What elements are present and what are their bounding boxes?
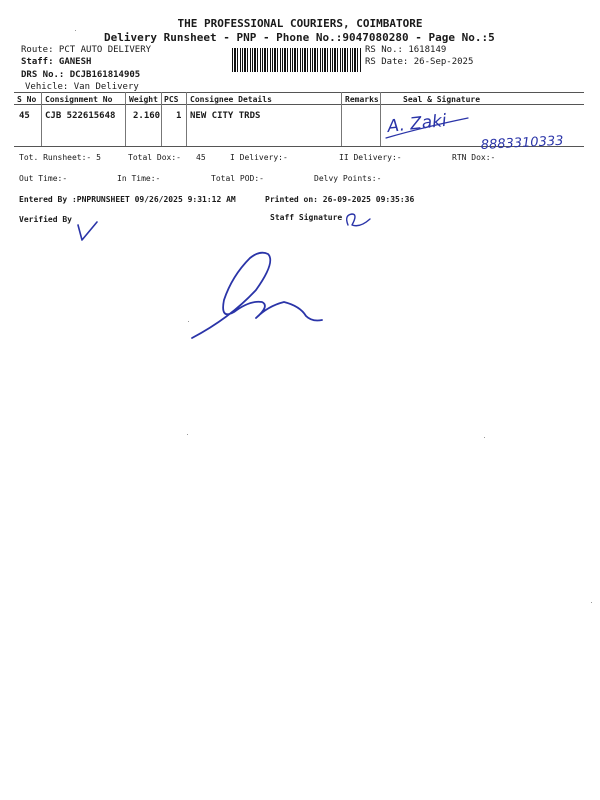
verified-by: Verified By (19, 215, 72, 224)
cell-weight: 2.160 (133, 111, 161, 121)
printed-on: Printed on: 26-09-2025 09:35:36 (265, 195, 415, 204)
scan-speck (591, 602, 592, 603)
ii-delivery: II Delivery:- (339, 153, 402, 162)
total-dox-label: Total Dox:- (128, 153, 181, 162)
scan-speck (484, 437, 485, 438)
scan-speck (75, 30, 76, 31)
delvy-points: Delvy Points:- (314, 174, 382, 183)
header-seal: Seal & Signature (403, 95, 481, 104)
cell-sno: 45 (19, 111, 30, 121)
staff-signature-mark (347, 214, 370, 226)
cell-consignment: CJB 522615648 (45, 111, 116, 121)
staff-signature-label: Staff Signature (270, 213, 343, 222)
rs-number: RS No.: 1618149 (365, 45, 447, 55)
header-weight: Weight (129, 95, 158, 104)
cell-pcs: 1 (176, 111, 182, 121)
total-dox-value: 45 (196, 153, 206, 162)
header-consignment: Consignment No (45, 95, 113, 104)
tot-runsheet: Tot. Runsheet:- 5 (19, 153, 101, 162)
runsheet-subtitle: Delivery Runsheet - PNP - Phone No.:9047080280 - Page No.:5 (104, 31, 495, 44)
svg-text:A. Zaki: A. Zaki (386, 110, 448, 137)
handwritten-phone: 8883310333 (480, 133, 564, 153)
seal-signature-handwriting (385, 111, 468, 138)
header-remarks: Remarks (345, 95, 379, 104)
route-label: Route: PCT AUTO DELIVERY (21, 45, 152, 55)
verified-tick (78, 222, 97, 240)
header-pcs: PCS (164, 95, 179, 104)
scan-speck (187, 434, 188, 435)
out-time: Out Time:- (19, 174, 68, 183)
i-delivery: I Delivery:- (230, 153, 288, 162)
cell-consignee: NEW CITY TRDS (190, 111, 261, 121)
vehicle-label: Vehicle: Van Delivery (25, 82, 139, 92)
scan-speck (188, 321, 189, 322)
in-time: In Time:- (117, 174, 161, 183)
entered-by: Entered By :PNPRUNSHEET 09/26/2025 9:31:12 AM (19, 195, 236, 204)
staff-label: Staff: GANESH (21, 57, 92, 67)
rs-date: RS Date: 26-Sep-2025 (365, 57, 474, 67)
company-title: THE PROFESSIONAL COURIERS, COIMBATORE (177, 17, 423, 30)
drs-number: DRS No.: DCJB161814905 (21, 70, 141, 80)
rtn-dox: RTN Dox:- (452, 153, 496, 162)
large-signature (192, 253, 322, 338)
total-pod: Total POD:- (211, 174, 264, 183)
header-consignee: Consignee Details (190, 95, 272, 104)
header-sno: S No (17, 95, 37, 104)
